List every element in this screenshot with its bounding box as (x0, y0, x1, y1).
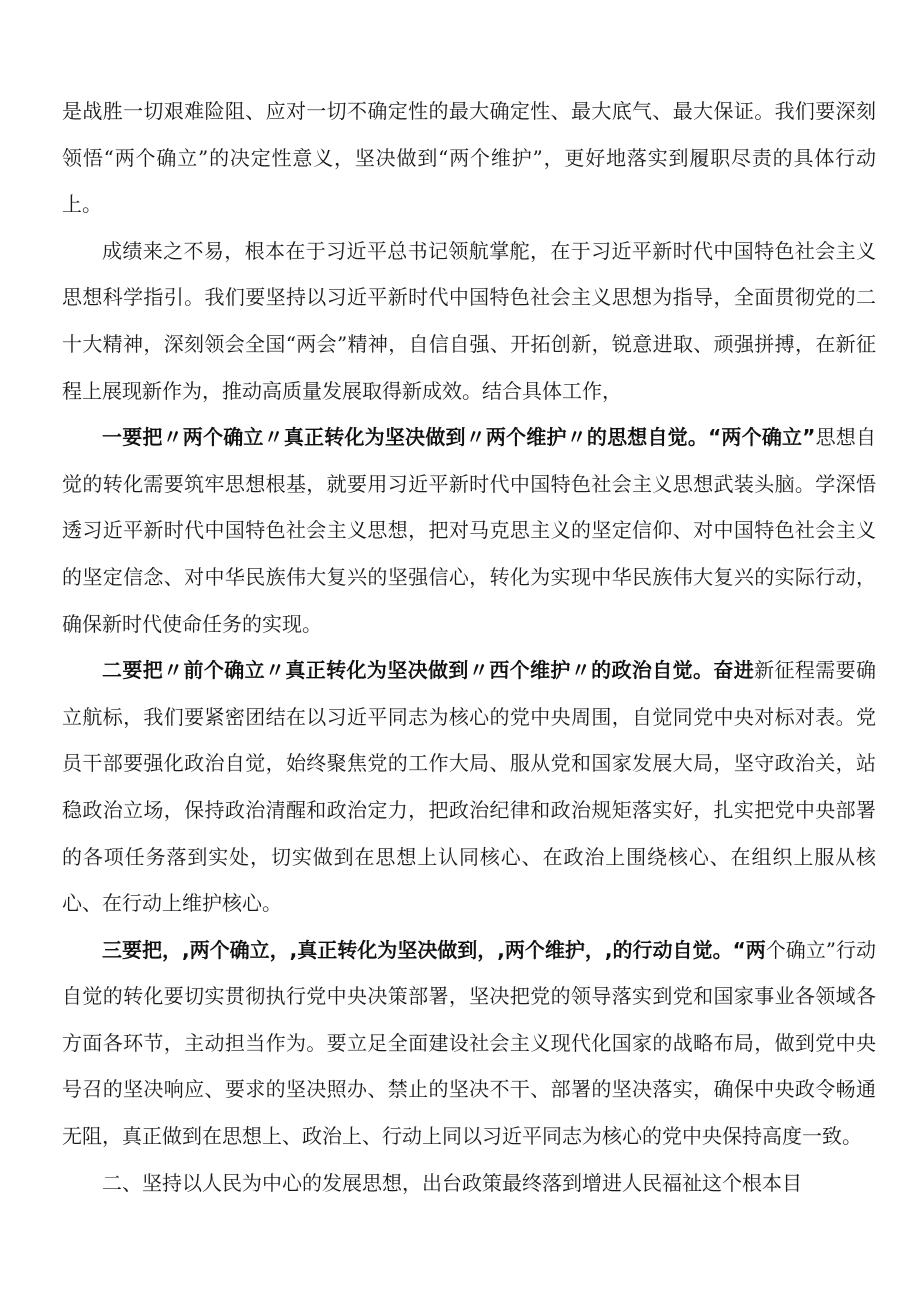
paragraph-4 (62, 647, 876, 927)
paragraph-heading: 二要把〃前个确立〃真正转化为坚决做到〃西个维护〃的政治自觉。奋进 (102, 658, 755, 683)
paragraph-heading: 一要把〃两个确立〃真正转化为坚决做到〃两个维护〃的思想自觉。“两个确立” (102, 425, 816, 450)
paragraph-text: 思想自觉的转化需要筑牢思想根基，就要用习近平新时代中国特色社会主义思想武装头脑。学深悟透习近平新时代中国特色社会主义思想，把对马克思主义的坚定信仰、对中国特色社会主义的坚定信念、对中华民族伟大复兴的坚强信心，转化为实现中华民族伟大复兴的实际行动，确保新时代使命任务的实现。 (62, 425, 876, 636)
document-page (62, 88, 876, 1206)
paragraph-text: 成绩来之不易，根本在于习近平总书记领航掌舵，在于习近平新时代中国特色社会主义思想科学指引。我们要坚持以习近平新时代中国特色社会主义思想为指导，全面贯彻党的二十大精神，深刻领会全国“两会”精神，自信自强、开拓创新，锐意进取、顽强拼搏，在新征程上展现新作为，推动高质量发展取得新成效。结合具体工作， (62, 238, 876, 403)
paragraph-5 (62, 927, 876, 1160)
paragraph-text: 是战胜一切艰难险阻、应对一切不确定性的最大确定性、最大底气、最大保证。我们要深刻领悟“两个确立”的决定性意义，坚决做到“两个维护”，更好地落实到履职尽责的具体行动上。 (62, 99, 876, 217)
paragraph-text: 二、坚持以人民为中心的发展思想，出台政策最终落到增进人民福祉这个根本目 (102, 1170, 802, 1195)
paragraph-1 (62, 88, 876, 228)
paragraph-heading: 三要把，,两个确立，,真正转化为坚决做到，,两个维护，,的行动自觉。“两 (102, 937, 766, 962)
paragraph-2 (62, 228, 876, 414)
paragraph-3 (62, 414, 876, 647)
paragraph-6 (62, 1160, 876, 1207)
paragraph-text: 新征程需要确立航标，我们要紧密团结在以习近平同志为核心的党中央周围，自觉同党中央对标对表。党员干部要强化政治自觉，始终聚焦党的工作大局、服从党和国家发展大局，坚守政治关，站稳政治立场，保持政治清醒和政治定力，把政治纪律和政治规矩落实好，扎实把党中央部署的各项任务落到实处，切实做到在思想上认同核心、在政治上围绕核心、在组织上服从核心、在行动上维护核心。 (62, 658, 877, 916)
paragraph-text: 个确立”行动自觉的转化要切实贯彻执行党中央决策部署，坚决把党的领导落实到党和国家事业各领域各方面各环节，主动担当作为。要立足全面建设社会主义现代化国家的战略布局，做到党中央号召的坚决响应、要求的坚决照办、禁止的坚决不干、部署的坚决落实，确保中央政令畅通无阻，真正做到在思想上、政治上、行动上同以习近平同志为核心的党中央保持高度一致。 (62, 937, 876, 1149)
